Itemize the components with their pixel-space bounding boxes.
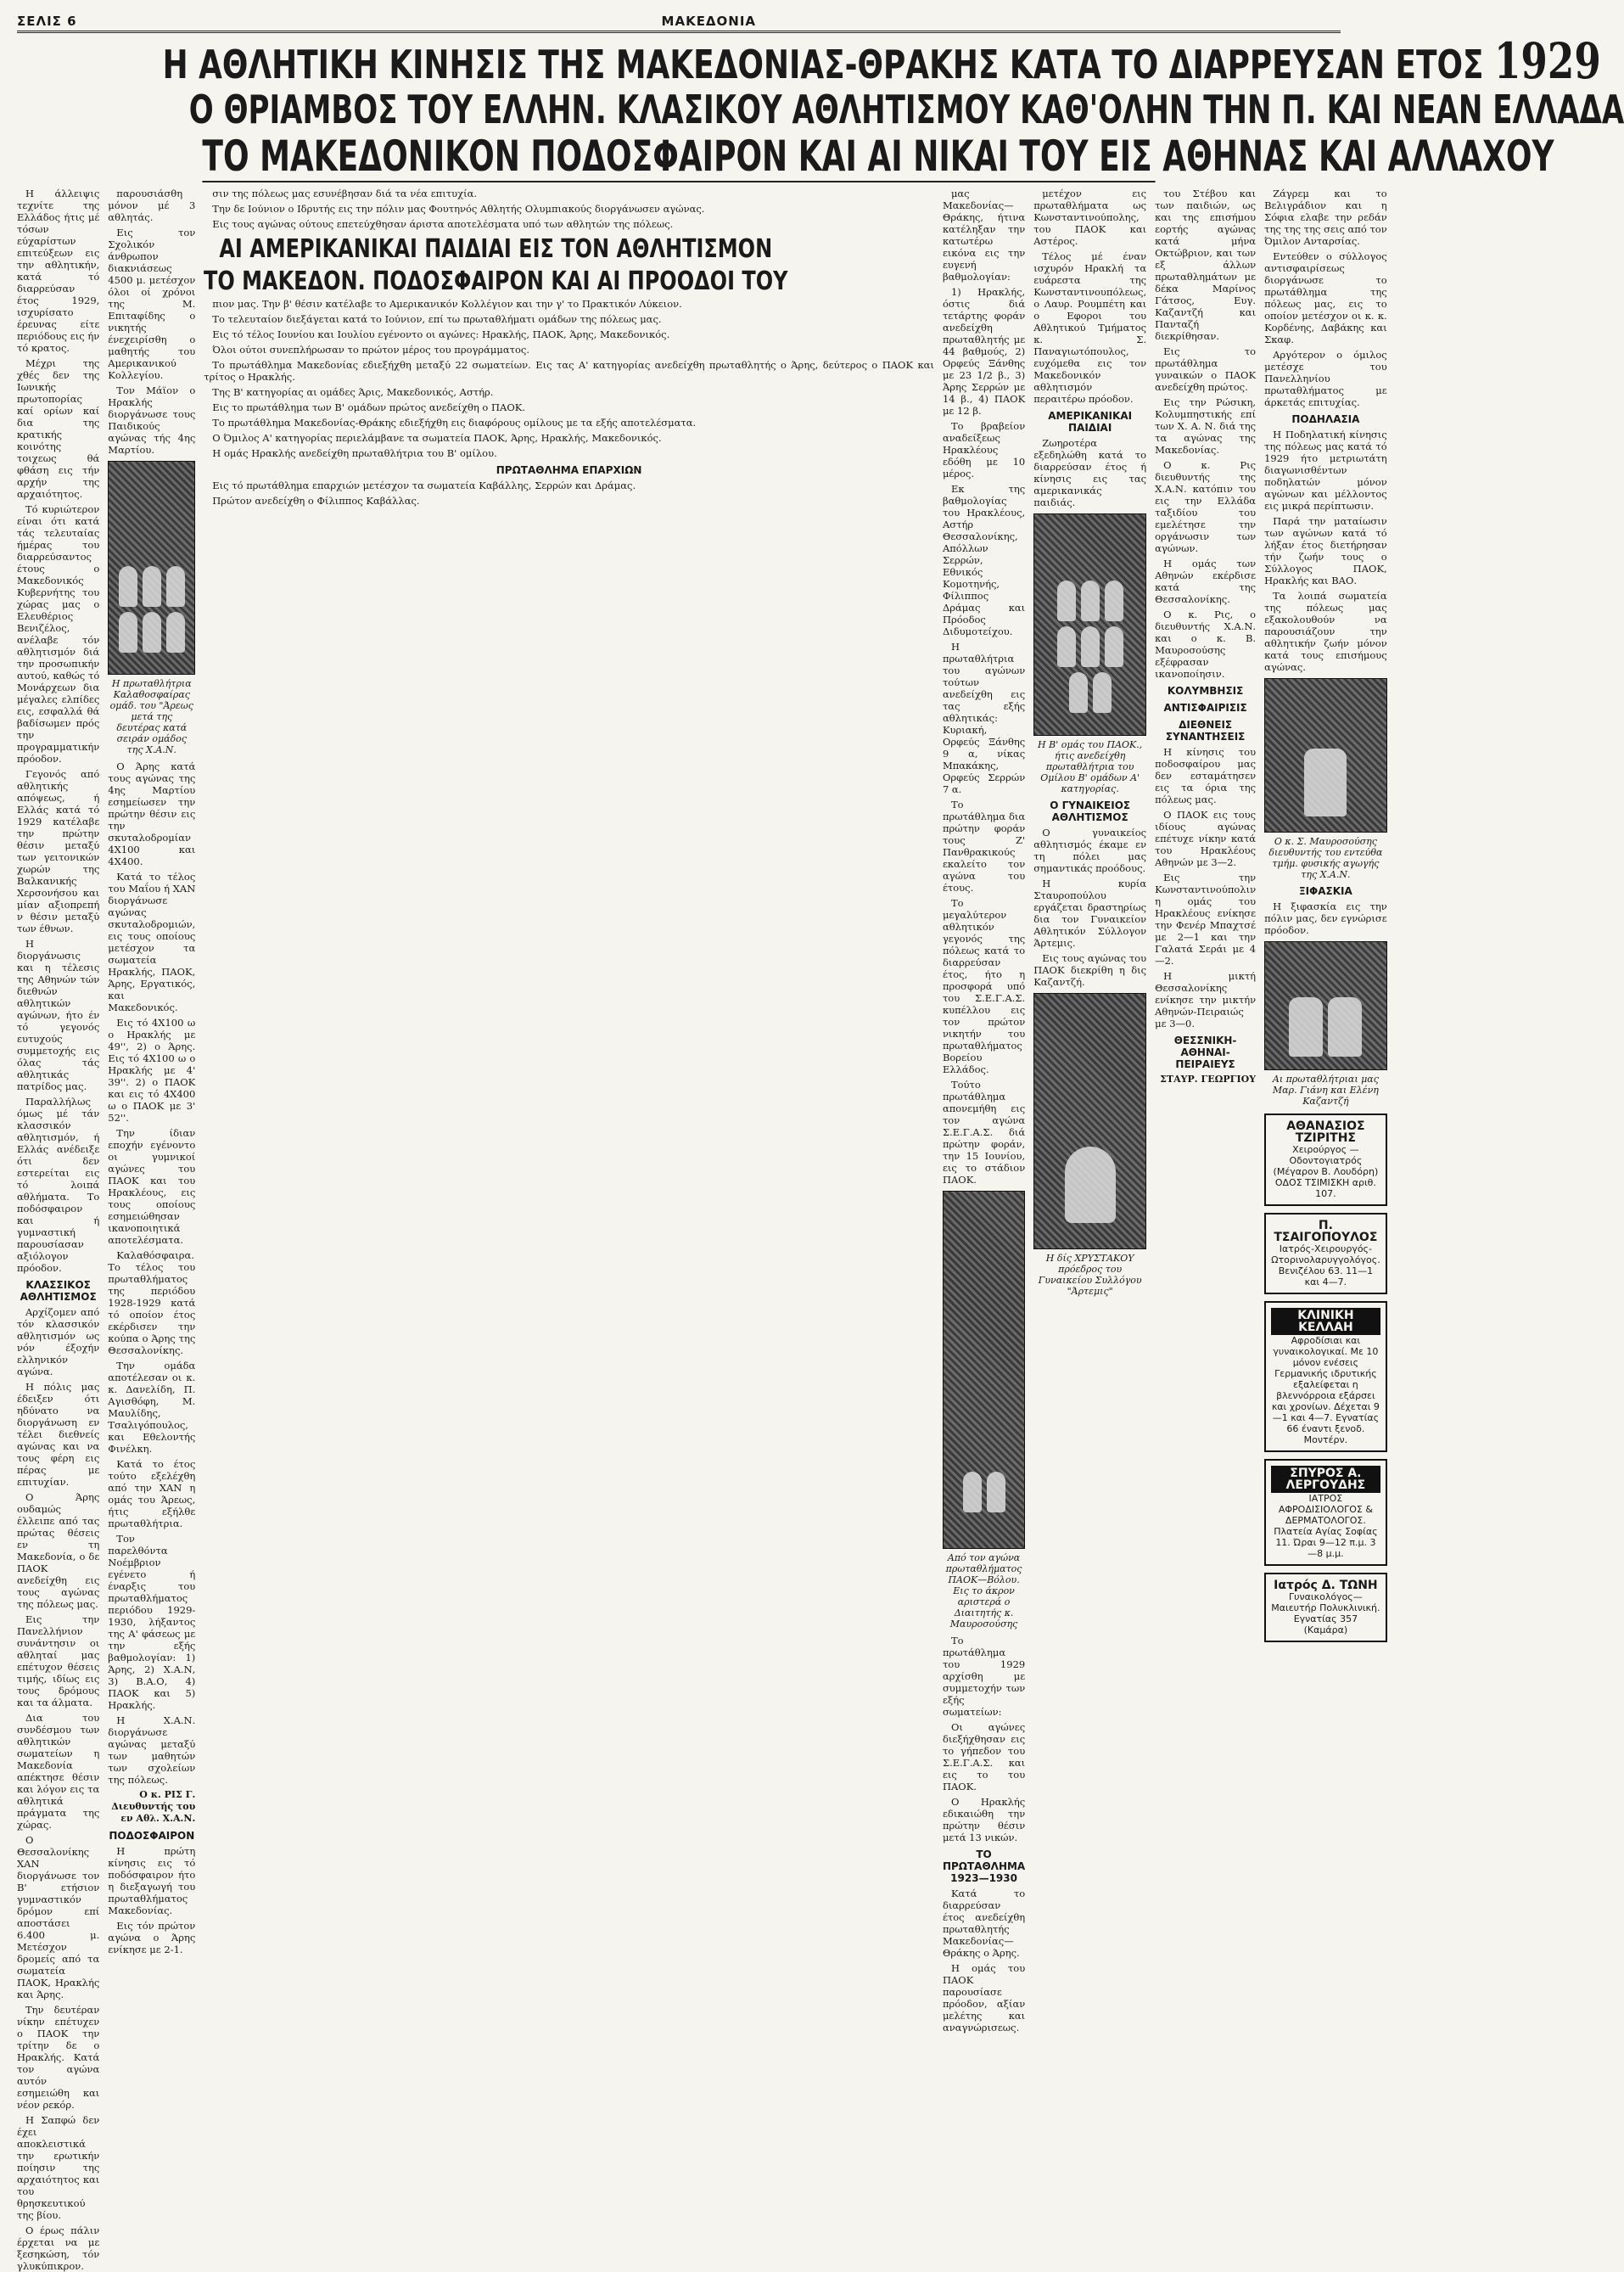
subhead-antisfairisis: ΑΝΤΙΣΦΑΙΡΙΣΙΣ <box>1163 702 1247 714</box>
newspaper-name: ΜΑΚΕΔΟΝΙΑ <box>661 14 757 29</box>
photo-paok-team <box>1033 513 1146 736</box>
photo-basketball-team <box>108 461 195 675</box>
subhead-thessaloniki: ΘΕΣΣΝΙΚΗ-ΑΘΗΝΑΙ-ΠΕΙΡΑΙΕΥΣ <box>1173 1035 1237 1070</box>
subhead-amerikanikai: ΑΜΕΡΙΚΑΝΙΚΑΙ ΠΑΙΔΙΑΙ <box>1048 410 1133 434</box>
ad-lergoudis: ΣΠΥΡΟΣ Α. ΛΕΡΓΟΥΔΗΣ ΙΑΤΡΟΣ ΑΦΡΟΔΙΣΙΟΛΟΓΟΣ & ΔΕΡΜΑΤΟΛΟΓΟΣ. Πλατεία Αγίας Σοφίας 11. Ώραι 9—12 π.μ. 3—8 μ.μ. <box>1264 1459 1387 1566</box>
signature-georgiou: ΣΤΑΥΡ. ΓΕΩΡΓΙΟΥ <box>1160 1074 1257 1085</box>
folio-bar <box>17 10 1341 33</box>
ad-toni: Ιατρός Δ. ΤΩΝΗ Γυναικολόγος—Μαιευτήρ Πολυκλινική. Εγνατίας 357 (Καμάρα) <box>1264 1573 1387 1642</box>
photo4-caption: Ο κ. Σ. Μαυροσούσης διευθυντής του εντεύθα τμήμ. φυσικής αγωγής της Χ.Α.Ν. <box>1268 836 1383 880</box>
ad-tziritis: ΑΘΑΝΑΣΙΟΣ ΤΖΙΡΙΤΗΣ Χειρούργος — Οδοντογιατρός (Μέγαρον Β. Λουδόρη) ΟΔΟΣ ΤΣΙΜΙΣΚΗ αριθ. 107. <box>1264 1114 1387 1206</box>
subhead-kolymvisis: ΚΟΛΥΜΒΗΣΙΣ <box>1167 685 1244 697</box>
photo2-caption: Η Β' ομάς του ΠΑΟΚ., ήτις ανεδείχθη πρωταθλήτρια του Ομίλου Β' ομάδων Α' κατηγορίας. <box>1038 739 1143 794</box>
subhead-xifaskia: ΞΙΦΑΣΚΙΑ <box>1298 885 1352 897</box>
page-number: ΣΕΛΙΣ 6 <box>17 14 77 29</box>
subhead-gynaikeios: Ο ΓΥΝΑΙΚΕΙΟΣ ΑΘΛΗΤΙΣΜΟΣ <box>1050 799 1131 823</box>
col1-paras: Η άλλειψις τεχνίτε της Ελλάδος ήτις μέ τόσων εύχαρίστων επιτεύξεων εις την αθλητικήν, κατά τό διαρρεύσαν έτος 1929, ισχυρίσατο έρευνας είτε περιόδους εις ήν τό κρατος. Μέχρι της χθές δεν της Ιωνικής πρωτοπορίας καί ορίων καί δια της κρατικής κοινότης τοιχεως θά φθάση εις τήν αρχήν της αρχαιότητος. Τό κυριώτερον είναι ότι κατά τάς τελευταίας ήμέρας του διαρρεύσαντος έτους ο Μακεδονικός Κυβερνήτης του χώρας μας ο Ελευθέριος Βενιζέλος, ανέλαβε τόν αθλητισμόν διά την προσωπικήν αυτού, καθώς τό Μονάρχεων δια μέγαλες ελπίδες εις, εσφαλλά θά βαδίσωμεν πρός την προγραμματικήν πρόοδον. Γεγονός από αθλητικής απόψεως, ή Ελλάς κατά τό 1929 κατέλαβε την πρώτην θέσιν μεταξύ των γειτονικών χωρών της Βαλκανικής Χερσονήσου και μίαν αξιοπρεπή ν θέσιν μεταξύ των έθνων. Η διοργάνωσις και η τέλεσις της Αθηνών τών διεθνών αθλητικών αγώνων, ήτο έν τό γεγονός ευτυχούς συμμετοχής εις όλας τάς αθλητικάς πατρίδος μας. Παραλλήλως όμως μέ τάν κλασσικόν αθλητισμόν, ή Ελλάς ανέδειξε ότι δεν εστερείται εις τό λοιπά αθλήματα. Το ποδόσφαιρον και ή γυμναστική παρουσίασαν αξιόλογον πρόοδον. <box>17 188 100 1274</box>
headline-line-3: ΤΟ ΜΑΚΕΔΟΝΙΚΟΝ ΠΟΔΟΣΦΑΙΡΟΝ ΚΑΙ ΑΙ ΝΙΚΑΙ ΤΟΥ ΕΙΣ ΑΘΗΝΑΣ ΚΑΙ ΑΛΛΑΧΟΥ <box>202 132 1554 181</box>
photo-football-match <box>943 1191 1025 1549</box>
headline-line-1: Η ΑΘΛΗΤΙΚΗ ΚΙΝΗΣΙΣ ΤΗΣ ΜΑΚΕΔΟΝΙΑΣ-ΘΡΑΚΗΣ ΚΑΤΑ ΤΟ ΔΙΑΡΡΕΥΣΑΝ ΕΤΟΣ 1929 <box>162 32 1601 90</box>
subhead-podilasia: ΠΟΔΗΛΑΣΙΑ <box>1291 413 1360 425</box>
ad-tsaigopoulos: Π. ΤΣΑΙΓΟΠΟΥΛΟΣ Ιατρός-Χειρουργός-Ωτορινολαρυγγολόγος. Βενιζέλου 63. 11—1 και 4—7. <box>1264 1213 1387 1294</box>
photo-chrystakou <box>1033 993 1146 1249</box>
signature-ris: Ο κ. ΡΙΣ Γ. Διευθυντής του εν Αθλ. Χ.Α.Ν. <box>111 1789 196 1824</box>
column-7: Ζάγρεμ και το Βελιγράδιον και η Σόφια ελαβε την ρεδάν της της της σεις από τον Όμιλον Ανταρσίας. Εντεύθεν ο σύλλογος αντισφαιρίσεως διοργάνωσε το πρωτάθλημα της πόλεως μας, εις το οποίον μετέσχον οι κ. κ. Κορδένης, Δαβάκης και Σκαφ. Αργότερον ο όμιλος μετέσχε του Πανελληνίου πρωταθλήματος με άρκετάς επιτυχίας. ΠΟΔΗΛΑΣΙΑ Η Ποδηλατική κίνησις της πόλεως μας κατά τό 1929 ήτο μετριωτάτη διαγωνισθέντων ποδηλατών μόνον αγώνων και μέλλοντος εις μικρά περίπτωσιν. Παρά την ματαίωσιν των αγώνων κατά τό λήξαν έτος διετήρησαν τήν ζωήν τους ο Σύλλογος ΠΑΟΚ, Ηρακλής και ΒΑΟ. Τα λοιπά σωματεία της πόλεως μας εξακολουθούν να παρουσιάζουν την αθλητικήν ζωήν μόνον κατά τους επισήμους αγώνας. Ο κ. Σ. Μαυροσούσης διευθυντής του εντεύθα τμήμ. φυσικής αγωγής της Χ.Α.Ν. ΞΙΦΑΣΚΙΑ Η ξιφασκία εις την πόλιν μας, δεν εγνώρισε πρόοδον. Αι πρωταθλήτριαι μας Μαρ. Γιάνη και Ελένη Καζαντζή ΑΘΑΝΑΣΙΟΣ ΤΖΙΡΙΤΗΣ Χειρούργος — Οδοντογιατρός (Μέγαρον Β. Λουδόρη) ΟΔΟΣ ΤΣΙΜΙΣΚΗ αριθ. 107. Π. ΤΣΑΙΓΟΠΟΥΛΟΣ Ιατρός-Χειρουργός-Ωτορινολαρυγγολόγος. Βενιζέλου 63. 11—1 και 4—7. ΚΛΙΝΙΚΗ ΚΕΛΛΑΗ Αφροδίσιαι και γυναικολογικαί. Με 10 μόνον ενέσεις Γερμανικής ιδρυτικής εξαλείφεται η βλεννόρροια εξάρσει και χρονίων. Δέχεται 9—1 και 4—7. Εγνατίας 66 έναντι ξενοδ. Μοντέρν. ΣΠΥΡΟΣ Α. ΛΕΡΓΟΥΔΗΣ ΙΑΤΡΟΣ ΑΦΡΟΔΙΣΙΟΛΟΓΟΣ & ΔΕΡΜΑΤΟΛΟΓΟΣ. Πλατεία Αγίας Σοφίας 11. Ώραι 9—12 π.μ. 3—8 μ.μ. Ιατρός Δ. ΤΩΝΗ Γυναικολόγος—Μαιευτήρ Πολυκλινική. Εγνατίας 357 (Καμάρα) <box>1264 188 1387 1902</box>
subhead-protathlima-eparxion: ΠΡΩΤΑΘΛΗΜΑ ΕΠΑΡΧΙΩΝ <box>496 464 642 476</box>
photo-athletes-women <box>1264 941 1387 1070</box>
photo1-caption: Η πρωταθλήτρια Καλαθοσφαίρας ομάδ. του "Άρεως μετά της δευτέρας κατά σειράν ομάδος της Χ.Α.Ν. <box>109 678 193 755</box>
article-columns <box>17 188 1387 2272</box>
subhead-diethneis: ΔΙΕΘΝΕΙΣ ΣΥΝΑΝΤΗΣΕΙΣ <box>1165 719 1246 743</box>
column-5: μετέχον εις πρωταθλήματα ως Κωνσταντινούπολης, του ΠΑΟΚ και Αστέρος. Τέλος μέ έναν ισχυρόν Ηρακλή τα ευάρεστα της Κωνσταντινουπόλεως, ο Λαυρ. Ρουμπέτη και ο Εφοροι του Αθλητικού Τμήματος κ. Σ. Παναγιωτόπουλος, ευχόμεθα εις τον Μακεδονικόν αθλητισμόν περαιτέρω πρόοδον. ΑΜΕΡΙΚΑΝΙΚΑΙ ΠΑΙΔΙΑΙ Ζωηροτέρα εξεδηλώθη κατά το διαρρεύσαν έτος ή κίνησις εις τας αμερικανικάς παιδιάς. Η Β' ομάς του ΠΑΟΚ., ήτις ανεδείχθη πρωταθλήτρια του Ομίλου Β' ομάδων Α' κατηγορίας. Ο ΓΥΝΑΙΚΕΙΟΣ ΑΘΛΗΤΙΣΜΟΣ Ο γυναικείος αθλητισμός έκαμε εν τη πόλει μας σημαντικάς προόδους. Η κυρία Σταυροπούλου εργάζεται δραστηρίως δια τον Γυναικείον Αθλητικόν Σύλλογον Άρτεμις. Εις τους αγώνας του ΠΑΟΚ διεκρίθη η δις Καζαντζή. Η δίς ΧΡΥΣΤΑΚΟΥ πρόεδρος του Γυναικείου Συλλόγου "Άρτεμις" <box>1033 188 1147 1297</box>
headline-year: 1929 <box>1493 32 1601 90</box>
subhead-klasikos: ΚΛΑΣΣΙΚΟΣ ΑΘΛΗΤΙΣΜΟΣ <box>20 1279 97 1303</box>
mid-headline-1: ΑΙ ΑΜΕΡΙΚΑΝΙΚΑΙ ΠΑΙΔΙΑΙ ΕΙΣ ΤΟΝ ΑΘΛΗΤΙΣΜΟΝ <box>219 234 773 264</box>
subhead-podosfairon: ΠΟΔΟΣΦΑΙΡΟΝ <box>109 1830 195 1842</box>
subhead-protathlima: ΤΟ ΠΡΩΤΑΘΛΗΜΑ 1923—1930 <box>942 1848 1026 1884</box>
column-2: παρουσιάσθη μόνον μέ 3 αθλητάς. Εις τον Σχολικόν άνθρωπον διακνιάσεως 4500 μ. μετέσχον όλοι οί χρόνοι της Μ. Επιταφίδης ο νικητής ένεχειρίσθη ο μαθητής του Αμερικανικού Κολλεγίου. Τον Μάϊον ο Ηρακλής διοργάνωσε τους Παιδικούς αγώνας τής 4ης Μαρτίου. Η πρωταθλήτρια Καλαθοσφαίρας ομάδ. του "Άρεως μετά της δευτέρας κατά σειράν ομάδος της Χ.Α.Ν. Ο Άρης κατά τους αγώνας της 4ης Μαρτίου εσημείωσεν την πρώτην θέσιν εις την σκυταλοδρομίαν 4Χ100 και 4Χ400. Κατά το τέλος του Μαΐου ή ΧΑΝ διοργάνωσε αγώνας σκυταλοδρομιών, εις τους οποίους μετέσχον τα σωματεία Ηρακλής, ΠΑΟΚ, Άρης, Εργατικός, και Μακεδονικός. Εις τό 4Χ100 ω ο Ηρακλής με 49'', 2) ο Άρης. Εις τό 4Χ100 ω ο Ηρακλής με 4' 39''. 2) ο ΠΑΟΚ και εις τό 4Χ400 ω ο ΠΑΟΚ με 3' 52''. Την ίδιαν εποχήν εγένοντο οι γυμνικοί αγώνες του ΠΑΟΚ και του Ηρακλέους, εις τους οποίους εσημειώθησαν ικανοποιητικά αποτελέσματα. Καλαθόσφαιρα. Το τέλος του πρωταθλήματος της περιόδου 1928-1929 κατά τό οποίον έτος εκέρδισεν την κούπα ο Άρης της Θεσσαλονίκης. Την ομάδα αποτέλεσαν οι κ. κ. Δανελίδη, Π. Αγισθόφη, Μ. Μαυλίδης, Τσαλιγόπουλος, και Εθελοντής Φινέλκη. Κατά το έτος τούτο εξελέχθη από την ΧΑΝ η ομάς του Άρεως, ήτις εξήλθε πρωταθλήτρια. Τον παρελθόντα Νοέμβριον εγένετο ή έναρξις του πρωταθλήματος περιόδου 1929-1930, λήξαντος της Α' φάσεως με την εξής βαθμολογίαν: 1) Άρης, 2) Χ.Α.Ν, 3) Β.Α.Ο, 4) ΠΑΟΚ και 5) Ηρακλής. Η Χ.Α.Ν. διοργάνωσε αγώνας μεταξύ των μαθητών των σχολείων της πόλεως. Ο κ. ΡΙΣ Γ. Διευθυντής του εν Αθλ. Χ.Α.Ν. ΠΟΔΟΣΦΑΙΡΟΝ Η πρώτη κίνησις εις τό ποδόσφαιρον ήτο η διεξαγωγή του πρωταθλήματος Μακεδονίας. Εις τόν πρώτον αγώνα ο Άρης ενίκησε με 2-1. <box>108 188 196 1955</box>
photo3-caption: Από τον αγώνα πρωταθλήματος ΠΑΟΚ—Βόλου. Εις το άκρον αριστερά ο Διαιτητής κ. Μαυροσούσης <box>945 1552 1022 1630</box>
photo6-caption: Η δίς ΧΡΥΣΤΑΚΟΥ πρόεδρος του Γυναικείου Συλλόγου "Άρτεμις" <box>1038 1253 1142 1297</box>
column-3: σιν της πόλεως μας εσυνέβησαν διά τα νέα επιτυχία. Την δε Ιούνιον ο Ιδρυτής εις την πόλιν μας Φουτηνός Αθλητής Ολυμπιακούς διοργάνωσεν αγώνας. Εις τους αγώνας ούτους επετεύχθησαν άριστα αποτελέσματα υπό των αθλητών της πόλεως. ΑΙ ΑΜΕΡΙΚΑΝΙΚΑΙ ΠΑΙΔΙΑΙ ΕΙΣ ΤΟΝ ΑΘΛΗΤΙΣΜΟΝ ΤΟ ΜΑΚΕΔΟΝ. ΠΟΔΟΣΦΑΙΡΟΝ ΚΑΙ ΑΙ ΠΡΟΟΔΟΙ ΤΟΥ πιον μας. Την β' θέσιν κατέλαβε το Αμερικανικόν Κολλέγιον και την γ' το Πρακτικόν Λύκειον. Το τελευταίον διεξάγεται κατά το Ιούνιον, επί τω πρωταθλήματι ομάδων της πόλεως μας. Εις τό τέλος Ιουνίου και Ιουλίου εγένοντο οι αγώνες: Ηρακλής, ΠΑΟΚ, Άρης, Μακεδονικός. Όλοι ούτοι συνεπλήρωσαν το πρώτον μέρος του προγράμματος. Το πρωτάθλημα Μακεδονίας εδιεξήχθη μεταξύ 22 σωματείων. Εις τας Α' κατηγορίας ανεδείχθη πρωταθλητής ο Άρης, δεύτερος ο ΠΑΟΚ και τρίτος ο Ηρακλής. Της Β' κατηγορίας αι ομάδες Άρις, Μακεδονικός, Αστήρ. Εις το πρωτάθλημα των Β' ομάδων πρώτος ανεδείχθη ο ΠΑΟΚ. Το πρωτάθλημα Μακεδονίας-Θράκης εδιεξήχθη εις διαφόρους ομίλους με τα εξής αποτελέσματα. Ο Όμιλος Α' κατηγορίας περιελάμβανε τα σωματεία ΠΑΟΚ, Άρης, Ηρακλής, Μακεδονικός. Η ομάς Ηρακλής ανεδείχθη πρωταθλήτρια του Β' ομίλου. ΠΡΩΤΑΘΛΗΜΑ ΕΠΑΡΧΙΩΝ Εις τό πρωτάθλημα επαρχιών μετέσχον τα σωματεία Καβάλλης, Σερρών και Δράμας. Πρώτον ανεδείχθη ο Φίλιππος Καβάλλας. <box>204 188 934 507</box>
ad-kliniki-kellai: ΚΛΙΝΙΚΗ ΚΕΛΛΑΗ Αφροδίσιαι και γυναικολογικαί. Με 10 μόνον ενέσεις Γερμανικής ιδρυτικής εξαλείφεται η βλεννόρροια εξάρσει και χρονίων. Δέχεται 9—1 και 4—7. Εγνατίας 66 έναντι ξενοδ. Μοντέρν. <box>1264 1301 1387 1452</box>
column-4: μας Μακεδονίας—Θράκης, ήτινα κατέληξαν την κατωτέρω εικόνα εις την ευγενή βαθμολογίαν: 1) Ηρακλής, όστις διά τετάρτης φοράν ανεδείχθη πρωταθλητής με 44 βαθμούς, 2) Ορφεύς Ξάνθης με 23 1/2 β., 3) Άρης Σερρών με 14 β., 4) ΠΑΟΚ με 12 β. Το βραβείον αναδείξεως Ηρακλέους εδόθη με 10 μέρος. Εκ της βαθμολογίας του Ηρακλέους, Αστήρ Θεσσαλονίκης, Απόλλων Σερρών, Εθνικός Κομοτηνής, Φίλιππος Δράμας και Πρόοδος Διδυμοτείχου. Η πρωταθλήτρια του αγώνων τούτων ανεδείχθη εις τας εξής αθλητικάς: Κυριακή, Ορφεύς Ξάνθης 9 α, νίκας Μπακάκης, Ορφεύς Σερρών 7 α. Το πρωτάθλημα δια πρώτην φοράν τους Ζ' Πανθρακικούς εκαλείτο τον αγώνα του έτους. Το μεγαλύτερον αθλητικόν γεγονός της πόλεως κατά το διαρρεύσαν έτος, ήτο η προσφορά υπό του Σ.Ε.Γ.Α.Σ. κυπέλλου εις τον πρώτον νικητήν του πρωταθλήματος Βορείου Ελλάδος. Τούτο πρωτάθλημα απονεμήθη εις τον αγώνα Σ.Ε.Γ.Α.Σ. διά πρώτην φοράν, την 15 Ιουνίου, εις το στάδιον ΠΑΟΚ. Από τον αγώνα πρωταθλήματος ΠΑΟΚ—Βόλου. Εις το άκρον αριστερά ο Διαιτητής κ. Μαυροσούσης Το πρωτάθλημα του 1929 αρχίσθη με συμμετοχήν των εξής σωματείων: Οι αγώνες διεξήχθησαν εις το γήπεδον του Σ.Ε.Γ.Α.Σ. και εις το του ΠΑΟΚ. Ο Ηρακλής εδικαιώθη την πρώτην θέσιν μετά 13 νικών. ΤΟ ΠΡΩΤΑΘΛΗΜΑ 1923—1930 Κατά το διαρρεύσαν έτος ανεδείχθη πρωταθλητής Μακεδονίας—Θράκης ο Άρης. Η ομάς του ΠΑΟΚ παρουσίασε πρόοδον, αξίαν μελέτης και αναγνώρισεως. <box>942 188 1026 2034</box>
column-1: Η άλλειψις τεχνίτε της Ελλάδος ήτις μέ τόσων εύχαρίστων επιτεύξεων εις την αθλητικήν, κατά τό διαρρεύσαν έτος 1929, ισχυρίσατο έρευνας είτε περιόδους εις ήν τό κρατος. Μέχρι της χθές δεν της Ιωνικής πρωτοπορίας καί ορίων καί δια της κρατικής κοινότης τοιχεως θά φθάση εις τήν αρχήν της αρχαιότητος. Τό κυριώτερον είναι ότι κατά τάς τελευταίας ήμέρας του διαρρεύσαντος έτους ο Μακεδονικός Κυβερνήτης του χώρας μας ο Ελευθέριος Βενιζέλος, ανέλαβε τόν αθλητισμόν διά την προσωπικήν αυτού, καθώς τό Μονάρχεων δια μέγαλες ελπίδες εις, εσφαλλά θά βαδίσωμεν πρός την προγραμματικήν πρόοδον. Γεγονός από αθλητικής απόψεως, ή Ελλάς κατά τό 1929 κατέλαβε την πρώτην θέσιν μεταξύ των γειτονικών χωρών της Βαλκανικής Χερσονήσου και μίαν αξιοπρεπή ν θέσιν μεταξύ των έθνων. Η διοργάνωσις και η τέλεσις της Αθηνών τών διεθνών αθλητικών αγώνων, ήτο έν τό γεγονός ευτυχούς συμμετοχής εις όλας τάς αθλητικάς πατρίδος μας. Παραλλήλως όμως μέ τάν κλασσικόν αθλητισμόν, ή Ελλάς ανέδειξε ότι δεν εστερείται εις τό λοιπά αθλήματα. Το ποδόσφαιρον και ή γυμναστική παρουσίασαν αξιόλογον πρόοδον. ΚΛΑΣΣΙΚΟΣ ΑΘΛΗΤΙΣΜΟΣ Αρχίζομεν από τόν κλασσικόν αθλητισμόν ως νόν έξοχήν ελληνικόν αγώνα. Η πόλις μας έδειξεν ότι ηδύνατο να διοργάνωση εν τέλει διεθνείς αγώνας και να τους φέρη εις πέρας με επιτυχίαν. Ο Άρης ουδαμώς έλλειπε από τας πρώτας θέσεις εν τη Μακεδονία, ο δε ΠΑΟΚ ανεδείχθη εις τους αγώνας της πόλεως μας. Εις την Πανελλήνιον συνάντησιν οι αθληταί μας επέτυχον θέσεις τιμής, ιδίως εις τους δρόμους και τα άλματα. Δια του συνδέσμου των αθλητικών σωματείων η Μακεδονία απέκτησε θέσιν και λόγον εις τα αθλητικά πράγματα της χώρας. Ο Θεσσαλονίκης ΧΑΝ διοργάνωσε τον Β' ετήσιον γυμναστικόν δρόμον επί αποστάσει 6.400 μ. Μετέσχον δρομείς από τα σωματεία ΠΑΟΚ, Ηρακλής και Άρης. Την δευτέραν νίκην επέτυχεν ο ΠΑΟΚ την τρίτην δε ο Ηρακλής. Κατά τον αγώνα αυτόν εσημειώθη και νέον ρεκόρ. Η Σαπφώ δεν έχει αποκλειστικά την ερωτικήν ποίησιν της αρχαιότητος και του θρησκευτικού της βίου. Ο έρως πάλιν έρχεται να με ξεσηκώση, τόν γλυκύπικρον. <box>17 188 100 2272</box>
newspaper-page <box>17 10 1624 2272</box>
mid-headline-2: ΤΟ ΜΑΚΕΔΟΝ. ΠΟΔΟΣΦΑΙΡΟΝ ΚΑΙ ΑΙ ΠΡΟΟΔΟΙ ΤΟΥ <box>204 266 788 296</box>
column-6: του Στέβου και των παιδιών, ως και της επισήμου εορτής αγώνας κατά μήνα Οκτώβριον, και των εξ άλλων πρωταθλημάτων με δέκα Μαρίνος Γάτσος, Ευγ. Καζαντζή και Πανταζή διεκρίθησαν. Εις το πρωτάθλημα γυναικών ο ΠΑΟΚ ανεδείχθη πρώτος. Εις την Ρώσικη, Κολυμπηστικής επί των Χ. Α. Ν. διά της τα αγώνας της Μακεδονίας. Ο κ. Ρις διευθυντής της Χ.Α.Ν. κατόπιν του εις την Ελλάδα ταξιδίου του εμελέτησε την οργάνωσιν των αγώνων. Η ομάς των Αθηνών εκέρδισε κατά της Θεσσαλονίκης. Ο κ. Ρις, ο διευθυντής Χ.Α.Ν. και ο κ. Β. Μαυροσούσης εξέφρασαν ικανοποίησιν. ΚΟΛΥΜΒΗΣΙΣ ΑΝΤΙΣΦΑΙΡΙΣΙΣ ΔΙΕΘΝΕΙΣ ΣΥΝΑΝΤΗΣΕΙΣ Η κίνησις του ποδοσφαίρου μας δεν εσταμάτησεν εις τα όρια της πόλεως μας. Ο ΠΑΟΚ εις τους ιδίους αγώνας επέτυχε νίκην κατά του Ηρακλέους Αθηνών με 3—2. Εις την Κωνσταντινούπολιν η ομάς του Ηρακλέους ενίκησε την Φενέρ Μπαχτσέ με 2—1 και την Γαλατά Σεράι με 4—2. Η μικτή Θεσσαλονίκης ενίκησε την μικτήν Αθηνών-Πειραιώς με 3—0. ΘΕΣΣΝΙΚΗ-ΑΘΗΝΑΙ-ΠΕΙΡΑΙΕΥΣ ΣΤΑΥΡ. ΓΕΩΡΓΙΟΥ <box>1155 188 1257 1085</box>
headline-line-2: Ο ΘΡΙΑΜΒΟΣ ΤΟΥ ΕΛΛΗΝ. ΚΛΑΣΙΚΟΥ ΑΘΛΗΤΙΣΜΟΥ ΚΑΘ'ΟΛΗΝ ΤΗΝ Π. ΚΑΙ ΝΕΑΝ ΕΛΛΑΔΑ <box>188 87 1624 132</box>
photo-mavrosousis <box>1264 678 1387 833</box>
photo5-caption: Αι πρωταθλήτριαι μας Μαρ. Γιάνη και Ελένη Καζαντζή <box>1272 1074 1379 1107</box>
